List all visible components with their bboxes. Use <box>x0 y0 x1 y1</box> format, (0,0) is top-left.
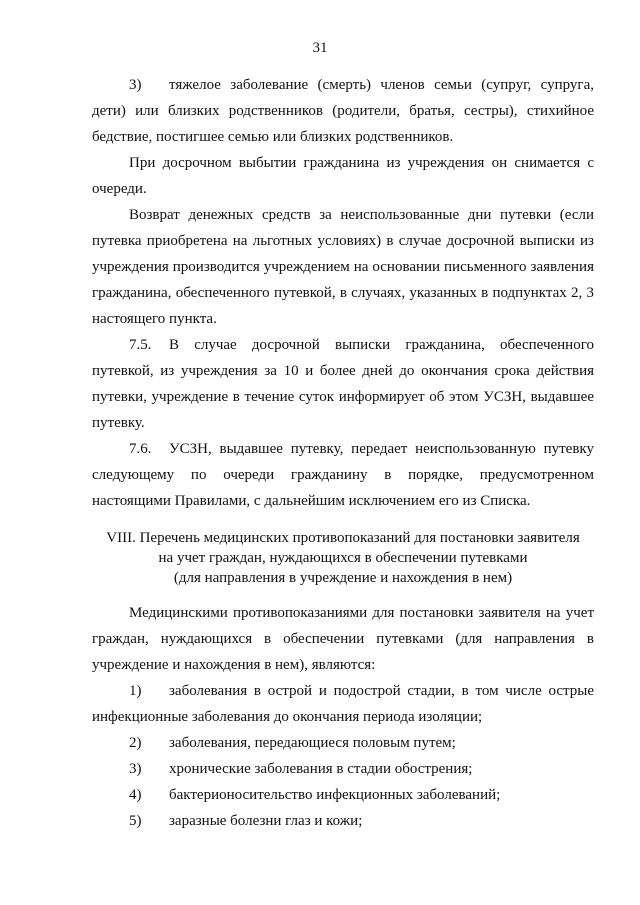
clause-7-6 <box>92 436 594 514</box>
list-item-number: 4) <box>129 787 142 803</box>
clause-number: 7.5. <box>129 337 152 353</box>
list-item <box>92 756 594 782</box>
list-item-text: бактерионосительство инфекционных заболеваний; <box>169 787 501 803</box>
list-item-text: заболевания в острой и подострой стадии, в том числе острые инфекционные заболевания до окончания периода изоляции; <box>92 683 594 725</box>
section-heading <box>92 528 594 588</box>
list-item <box>92 808 594 834</box>
section-heading-line-2: на учет граждан, нуждающихся в обеспечении путевками <box>158 550 528 566</box>
list-item-number: 1) <box>129 683 142 699</box>
clause-text: В случае досрочной выписки гражданина, обеспеченного путевкой, из учреждения за 10 и более дней до окончания срока действия путевки, учреждение в течение суток информирует об этом УСЗН, выдавшее путевку. <box>92 337 594 431</box>
paragraph-intro: Медицинскими противопоказаниями для постановки заявителя на учет граждан, нуждающихся в обеспечении путевками (для направления в учреждение и нахождения в нем), являются: <box>92 605 594 673</box>
clause-7-5 <box>92 332 594 436</box>
clause-number: 7.6. <box>129 441 152 457</box>
list-item <box>92 730 594 756</box>
list-item <box>92 678 594 730</box>
paragraph-refund: Возврат денежных средств за неиспользованные дни путевки (если путевка приобретена на льготных условиях) в случае досрочной выписки из учреждения производится учреждением на основании письменного заявления гражданина, обеспеченного путевкой, в случаях, указанных в подпунктах 2, 3 настоящего пункта. <box>92 207 594 327</box>
paragraph-early-departure: При досрочном выбытии гражданина из учреждения он снимается с очереди. <box>92 155 594 197</box>
section-heading-line-3: (для направления в учреждение и нахождения в нем) <box>173 570 513 586</box>
list-item-number: 5) <box>129 813 142 829</box>
list-item <box>92 782 594 808</box>
list-item-number: 3) <box>129 77 142 93</box>
list-item-text: заболевания, передающиеся половым путем; <box>169 735 456 751</box>
list-item-top-3 <box>92 72 594 150</box>
list-item-text: заразные болезни глаз и кожи; <box>169 813 363 829</box>
list-item-number: 2) <box>129 735 142 751</box>
list-item-number: 3) <box>129 761 142 777</box>
document-body <box>92 72 594 834</box>
list-item-text: хронические заболевания в стадии обострения; <box>169 761 473 777</box>
page-number: 31 <box>312 40 328 56</box>
clause-text: УСЗН, выдавшее путевку, передает неиспользованную путевку следующему по очереди гражданину в порядке, предусмотренном настоящими Правилами, с дальнейшим исключением его из Списка. <box>92 441 594 509</box>
section-heading-line-1: VIII. Перечень медицинских противопоказаний для постановки заявителя <box>106 530 580 546</box>
list-item-text: тяжелое заболевание (смерть) членов семьи (супруг, супруга, дети) или близких родственников (родители, братья, сестры), стихийное бедствие, постигшее семью или близких родственников. <box>92 77 594 145</box>
